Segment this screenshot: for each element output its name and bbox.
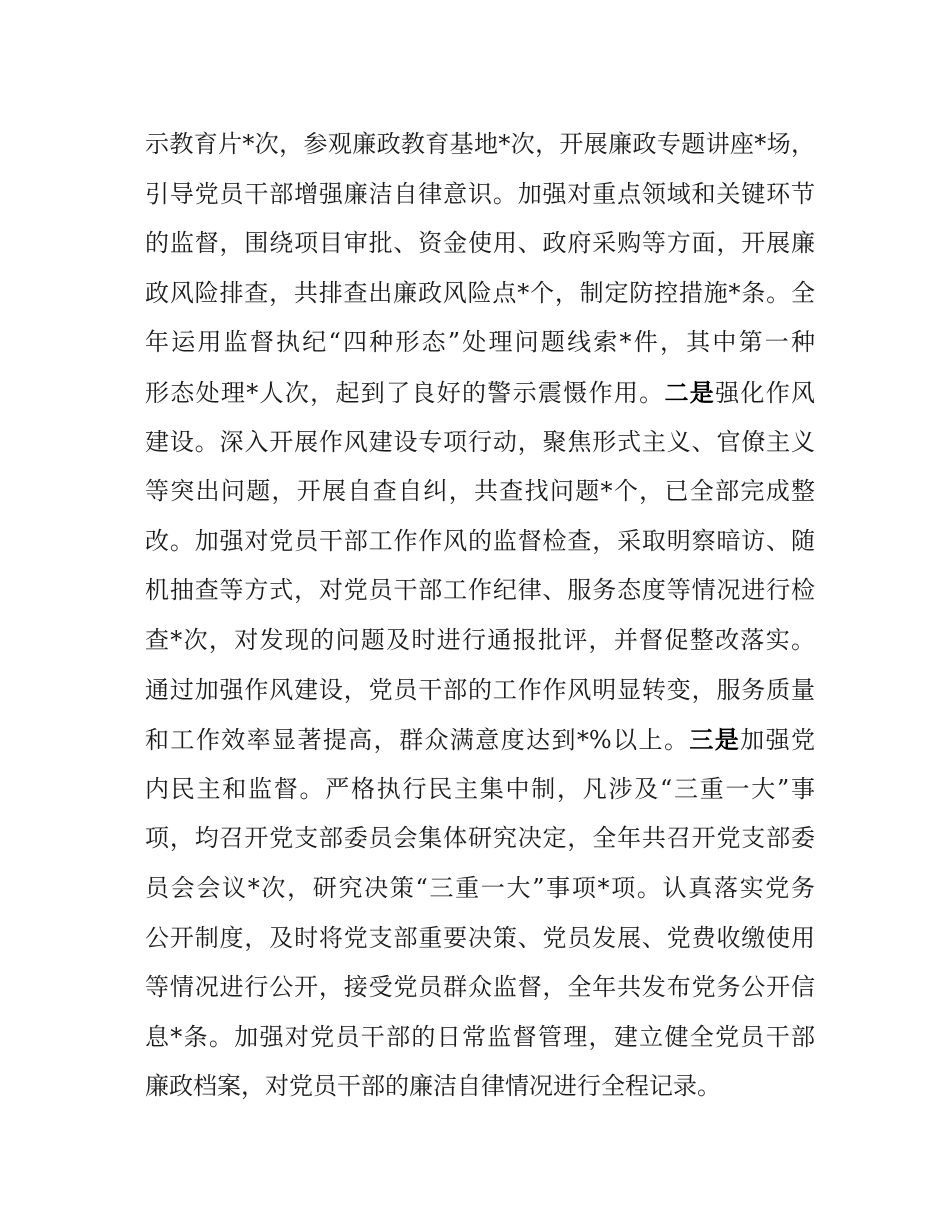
text-run: 廉政档案，对党员干部的廉洁自律情况进行全程记录。: [145, 1072, 721, 1101]
text-run: 公开制度，及时将党支部重要决策、党员发展、党费收缴使用: [145, 923, 815, 952]
text-line: [145, 170, 815, 220]
text-line: [145, 765, 815, 815]
text-run: 项，均召开党支部委员会集体研究决定，全年共召开党支部委: [145, 824, 815, 853]
text-run: 息*条。加强对党员干部的日常监督管理，建立健全党员干部: [145, 1022, 815, 1051]
text-line: [145, 219, 815, 269]
text-line: [145, 467, 815, 517]
text-line: [145, 368, 815, 418]
text-run: 机抽查等方式，对党员干部工作纪律、服务态度等情况进行检: [145, 576, 815, 605]
text-line: [145, 914, 815, 964]
text-run: 改。加强对党员干部工作作风的监督检查，采取明察暗访、随: [145, 526, 815, 555]
text-line: [145, 566, 815, 616]
text-line: [145, 1013, 815, 1063]
text-line: [145, 1062, 815, 1112]
text-run: 引导党员干部增强廉洁自律意识。加强对重点领域和关键环节: [145, 179, 815, 208]
text-run: 通过加强作风建设，党员干部的工作作风明显转变，服务质量: [145, 675, 815, 704]
ordinal-heading: 三是: [689, 725, 741, 755]
text-run: 内民主和监督。严格执行民主集中制，凡涉及“三重一大”事: [145, 774, 815, 803]
text-line: [145, 120, 815, 170]
text-run: 的监督，围绕项目审批、资金使用、政府采购等方面，开展廉: [145, 229, 815, 258]
text-run: 强化作风: [715, 378, 815, 407]
text-line: [145, 666, 815, 716]
body-paragraph: [145, 120, 815, 1112]
text-run: 等情况进行公开，接受党员群众监督，全年共发布党务公开信: [145, 973, 815, 1002]
text-run: 政风险排查，共排查出廉政风险点*个，制定防控措施*条。全: [145, 278, 815, 307]
text-line: [145, 715, 815, 765]
text-run: 员会会议*次，研究决策“三重一大”事项*项。认真落实党务: [145, 873, 815, 902]
text-line: [145, 963, 815, 1013]
text-run: 等突出问题，开展自查自纠，共查找问题*个，已全部完成整: [145, 477, 815, 506]
text-line: [145, 616, 815, 666]
text-run: 查*次，对发现的问题及时进行通报批评，并督促整改落实。: [145, 625, 815, 654]
text-run: 加强党: [740, 726, 815, 755]
text-run: 年运用监督执纪“四种形态”处理问题线索*件，其中第一种: [145, 328, 815, 357]
text-run: 建设。深入开展作风建设专项行动，聚焦形式主义、官僚主义: [145, 427, 815, 456]
text-line: [145, 864, 815, 914]
ordinal-heading: 二是: [664, 377, 716, 407]
text-line: [145, 318, 815, 368]
text-line: [145, 418, 815, 468]
text-line: [145, 517, 815, 567]
text-line: [145, 269, 815, 319]
text-line: [145, 814, 815, 864]
text-run: 示教育片*次，参观廉政教育基地*次，开展廉政专题讲座*场，: [145, 130, 815, 158]
text-run: 形态处理*人次，起到了良好的警示震慑作用。: [145, 378, 665, 407]
text-run: 和工作效率显著提高，群众满意度达到*%以上。: [145, 726, 690, 755]
